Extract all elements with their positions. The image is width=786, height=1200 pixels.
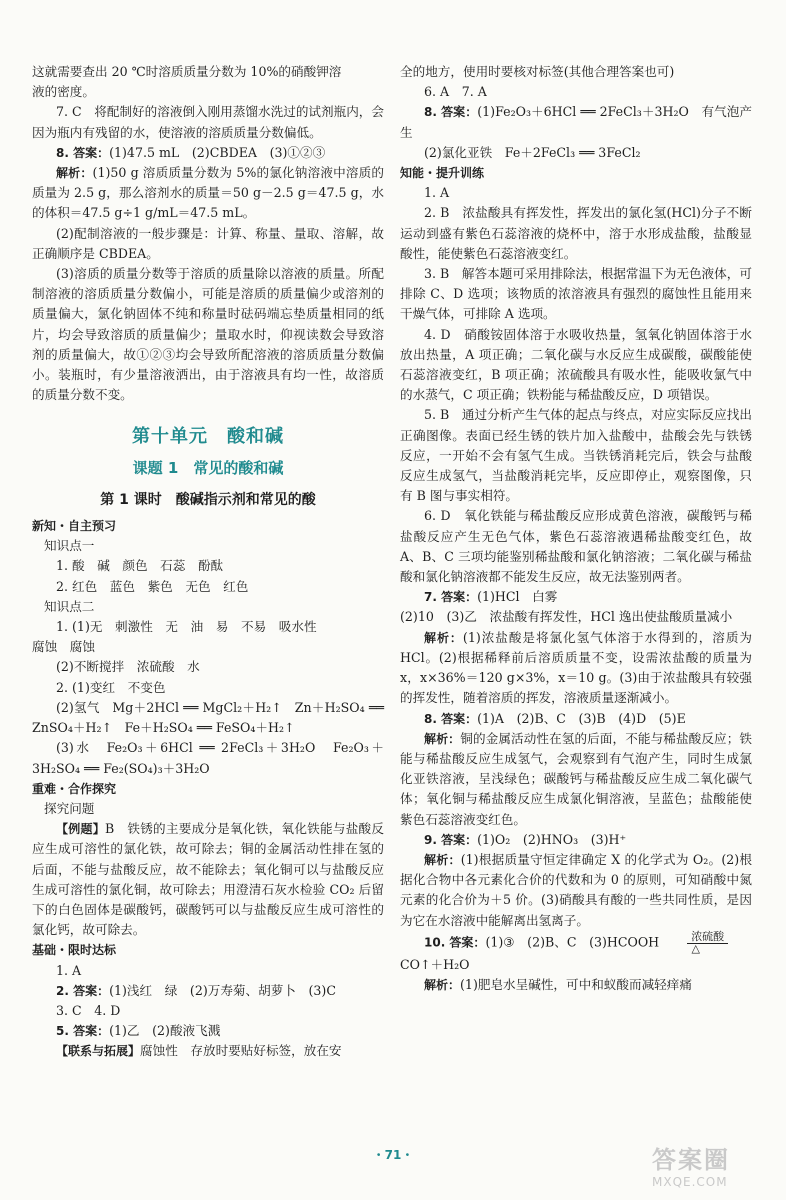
watermark-line-1: 答案圈 xyxy=(652,1146,730,1174)
t10-answer-2: CO↑＋H₂O xyxy=(400,956,470,972)
basic-2 xyxy=(32,981,384,1001)
kp1-line-1: 1. 酸 碱 颜色 石蕊 酚酞 xyxy=(56,558,224,574)
explore-heading: 探究问题 xyxy=(44,800,95,816)
kp2-line-4: 2. (1)变红 不变色 xyxy=(56,679,166,695)
basic-5-label: 5. 答案： xyxy=(56,1024,110,1039)
t7-analysis-label: 解析： xyxy=(424,630,463,645)
t4: 4. D 硝酸铵固体溶于水吸收热量，氢氧化钠固体溶于水放出热量，A 项正确；二氧化碳与水反应生成碳酸，碳酸能使石蕊溶液变红，B 项正确；浓硫酸具有吸水性，能吸收氯气中的水蒸气，C 项正确；铁粉能与稀盐酸反应，D 项错误。 xyxy=(400,326,752,403)
t7-answer-2: (2)10 (3)乙 浓盐酸有挥发性，HCl 逸出使盐酸质量减小 xyxy=(400,609,733,625)
knowledge-point-1: 知识点一 xyxy=(44,538,95,554)
t8-text: (1)A (2)B、C (3)B (4)D (5)E xyxy=(477,710,686,726)
kp1-line-2: 2. 红色 蓝色 紫色 无色 红色 xyxy=(56,578,249,594)
t10-analysis-label: 解析： xyxy=(424,977,461,992)
r8-text: (1)Fe₂O₃＋6HCl ══ 2FeCl₃＋3H₂O 有气泡产生 xyxy=(400,104,752,140)
t9-analysis-label: 解析： xyxy=(424,852,461,867)
t1: 1. A xyxy=(424,185,450,201)
q8-answer-text: (1)47.5 mL (2)CBDEA (3)①②③ xyxy=(109,144,326,160)
t7-label: 7. 答案： xyxy=(424,590,478,605)
kp2-line-2: 腐蚀 腐蚀 xyxy=(32,639,95,655)
t5: 5. B 通过分析产生气体的起点与终点，对应实际反应找出正确图像。表面已经生锈的铁片加入盐酸中，盐酸会先与铁锈反应，一开始不会有氢气生成。当铁锈消耗完后，铁会与盐酸反应生成氢气，当盐酸消耗完毕，反应即停止，观察图像，只有 B 图与事实相符。 xyxy=(400,407,752,504)
t3: 3. B 解答本题可采用排除法，根据常温下为无色液体，可排除 C、D 选项；该物质的浓溶液具有强烈的腐蚀性且能用来干燥气体，可排除 A 选项。 xyxy=(400,266,752,322)
t9-answer xyxy=(400,830,752,850)
reaction-condition xyxy=(663,931,728,955)
section-improve: 知能・提升训练 xyxy=(400,166,485,181)
section-basic: 基础・限时达标 xyxy=(32,943,117,958)
example-text: B 铁锈的主要成分是氧化铁，氧化铁能与盐酸反应生成可溶性的氯化铁，故可除去；铜的金属活动性排在氢的后面，不能与盐酸反应，故不能除去；氧化铜可以与盐酸反应生成可溶性的氯化铜，故可除去；用澄清石灰水检验 CO₂ 后留下的白色固体是碳酸钙，碳酸钙可以与盐酸反应生成可溶性的氯化钙，故可除去。 xyxy=(32,821,384,938)
t9-analysis xyxy=(400,850,752,931)
r8-label: 8. 答案： xyxy=(424,105,478,120)
t10-text: (1)③ (2)B、C (3)HCOOH xyxy=(485,934,660,950)
q8-analysis-label: 解析： xyxy=(56,166,93,181)
kp2-line-1: 1. (1)无 刺激性 无 油 易 不易 吸水性 xyxy=(56,619,317,635)
section-explore: 重难・合作探究 xyxy=(32,781,117,796)
q8-analysis-1-text: (1)50 g 溶质质量分数为 5%的氯化钠溶液中溶质的质量为 2.5 g，那么溶剂水的质量＝50 g－2.5 g＝47.5 g，水的体积＝47.5 g÷1 g/mL＝47.5 mL。 xyxy=(32,165,384,221)
r8-answer-2: (2)氯化亚铁 Fe＋2FeCl₃ ══ 3FeCl₂ xyxy=(424,144,641,160)
t10-answer xyxy=(400,931,752,955)
intro-line-1: 这就需要查出 20 ℃时溶质质量分数为 10%的硝酸钾溶 xyxy=(32,64,342,79)
lesson-title: 课题 1 常见的酸和碱 xyxy=(132,458,284,477)
q7-text: 7. C 将配制好的溶液倒入刚用蒸馏水洗过的试剂瓶内，会因为瓶内有残留的水，使溶液的溶质质量分数偏低。 xyxy=(32,104,384,140)
basic-1: 1. A xyxy=(56,962,82,978)
t8-answer xyxy=(400,709,752,729)
link-label: 【联系与拓展】 xyxy=(56,1044,141,1059)
q8-analysis-2: (2)配制溶液的一般步骤是：计算、称量、量取、溶解，故正确顺序是 CBDEA。 xyxy=(32,225,384,261)
t8-analysis xyxy=(400,729,752,830)
q8-analysis-1 xyxy=(32,163,384,224)
left-column xyxy=(32,62,384,1062)
link-extend xyxy=(32,1041,384,1061)
t2: 2. B 浓盐酸具有挥发性，挥发出的氯化氢(HCl)分子不断运动到盛有紫色石蕊溶液的烧杯中，溶于水形成盐酸，盐酸显酸性，能使紫色石蕊溶液变红。 xyxy=(400,205,752,261)
t7-text: (1)HCl 白雾 xyxy=(477,589,558,605)
page-number: ・71・ xyxy=(372,1148,414,1162)
class-title: 第 1 课时 酸碱指示剂和常见的酸 xyxy=(100,491,316,508)
intro-line-2: 液的密度。 xyxy=(32,84,95,100)
knowledge-point-2: 知识点二 xyxy=(44,598,95,614)
t9-label: 9. 答案： xyxy=(424,832,478,847)
t8-analysis-text: 铜的金属活动性在氢的后面，不能与稀盐酸反应；铁能与稀盐酸反应生成氢气，会观察到有气泡产生，同时生成氯化亚铁溶液，呈浅绿色；碳酸钙与稀盐酸反应生成二氧化碳气体；氧化铜与稀盐酸反应生成氯化铜溶液，呈蓝色；盐酸能使紫色石蕊溶液变红色。 xyxy=(400,730,752,827)
example-label: 【例题】 xyxy=(56,822,106,837)
section-preview: 新知・自主预习 xyxy=(32,519,117,534)
t8-analysis-label: 解析： xyxy=(424,731,461,746)
t8-label: 8. 答案： xyxy=(424,711,478,726)
t7-answer xyxy=(400,587,752,607)
q8-answer-label: 8. 答案： xyxy=(56,145,110,160)
r6-7: 6. A 7. A xyxy=(424,84,487,100)
watermark-logo xyxy=(652,1140,776,1196)
q8-analysis-3: (3)溶质的质量分数等于溶质的质量除以溶液的质量。所配制溶液的溶质质量分数偏小，可能是溶质的质量偏少或溶剂的质量偏大，氯化钠固体不纯和称量时砝码端忘垫质量相同的纸片，均会导致溶质的质量偏少；量取水时，仰视读数会导致溶剂的质量偏大，故①②③均会导致所配溶液的溶质质量分数偏小。装瓶时，有少量溶液洒出，由于溶液具有均一性，故溶质的质量分数不变。 xyxy=(32,266,384,403)
t6: 6. D 氧化铁能与稀盐酸反应形成黄色溶液，碳酸钙与稀盐酸反应产生无色气体，紫色石蕊溶液遇稀盐酸变红色，故 A、B、C 三项均能鉴别稀盐酸和氯化钠溶液；二氧化碳与稀盐酸和氯化钠溶液都不能发生反应，故无法鉴别两者。 xyxy=(400,508,752,585)
q8-answer xyxy=(32,143,384,163)
kp2-line-3: (2)不断搅拌 浓硫酸 水 xyxy=(56,659,200,675)
t9-text: (1)O₂ (2)HNO₃ (3)H⁺ xyxy=(477,831,627,847)
condition-top: 浓硫酸 xyxy=(687,930,728,944)
t10-analysis-text: (1)肥皂水呈碱性，可中和蚁酸而减轻痒痛 xyxy=(460,976,692,992)
unit-title: 第十单元 酸和碱 xyxy=(132,426,284,448)
t10-label: 10. 答案： xyxy=(424,935,486,950)
t9-analysis-text: (1)根据质量守恒定律确定 X 的化学式为 O₂。(2)根据化合物中各元素化合价的代数和为 0 的原则，可知硝酸中氮元素的化合价为＋5 价。(3)硝酸具有酸的一些共同性质，是因为它在水溶液中能解离出氢离子。 xyxy=(400,851,752,928)
cont-line: 全的地方，使用时要核对标签(其他合理答案也可) xyxy=(400,64,675,79)
kp2-line-5: (2)氢气 Mg＋2HCl ══ MgCl₂＋H₂↑ Zn＋H₂SO₄ ══ ZnSO₄＋H₂↑ Fe＋H₂SO₄ ══ FeSO₄＋H₂↑ xyxy=(32,699,384,736)
basic-2-label: 2. 答案： xyxy=(56,983,110,998)
basic-5 xyxy=(32,1021,384,1041)
basic-3-4: 3. C 4. D xyxy=(56,1002,121,1018)
t7-analysis-text: (1)浓盐酸是将氯化氢气体溶于水得到的，溶质为 HCl。(2)根据稀释前后溶质质量不变，设需浓盐酸的质量为 x，x×36%＝120 g×3%，x＝10 g。(3)由于浓盐酸具有较强的挥发性，随着溶质的挥发，溶液质量逐渐减小。 xyxy=(400,629,752,706)
basic-5-text: (1)乙 (2)酸液飞溅 xyxy=(109,1023,221,1039)
watermark-line-2: MXQE.COM xyxy=(652,1175,728,1189)
t10-analysis xyxy=(400,975,752,995)
r8-answer xyxy=(400,102,752,142)
basic-2-text: (1)浅红 绿 (2)万寿菊、胡萝卜 (3)C xyxy=(109,982,336,998)
t7-analysis xyxy=(400,628,752,709)
link-text: 腐蚀性 存放时要贴好标签，放在安 xyxy=(140,1043,342,1059)
condition-bottom: △ xyxy=(691,941,700,955)
example xyxy=(32,819,384,940)
kp2-line-6: (3)水 Fe₂O₃＋6HCl ══ 2FeCl₃＋3H₂O Fe₂O₃＋3H₂SO₄ ══ Fe₂(SO₄)₃＋3H₂O xyxy=(32,740,384,776)
right-column xyxy=(400,62,752,995)
